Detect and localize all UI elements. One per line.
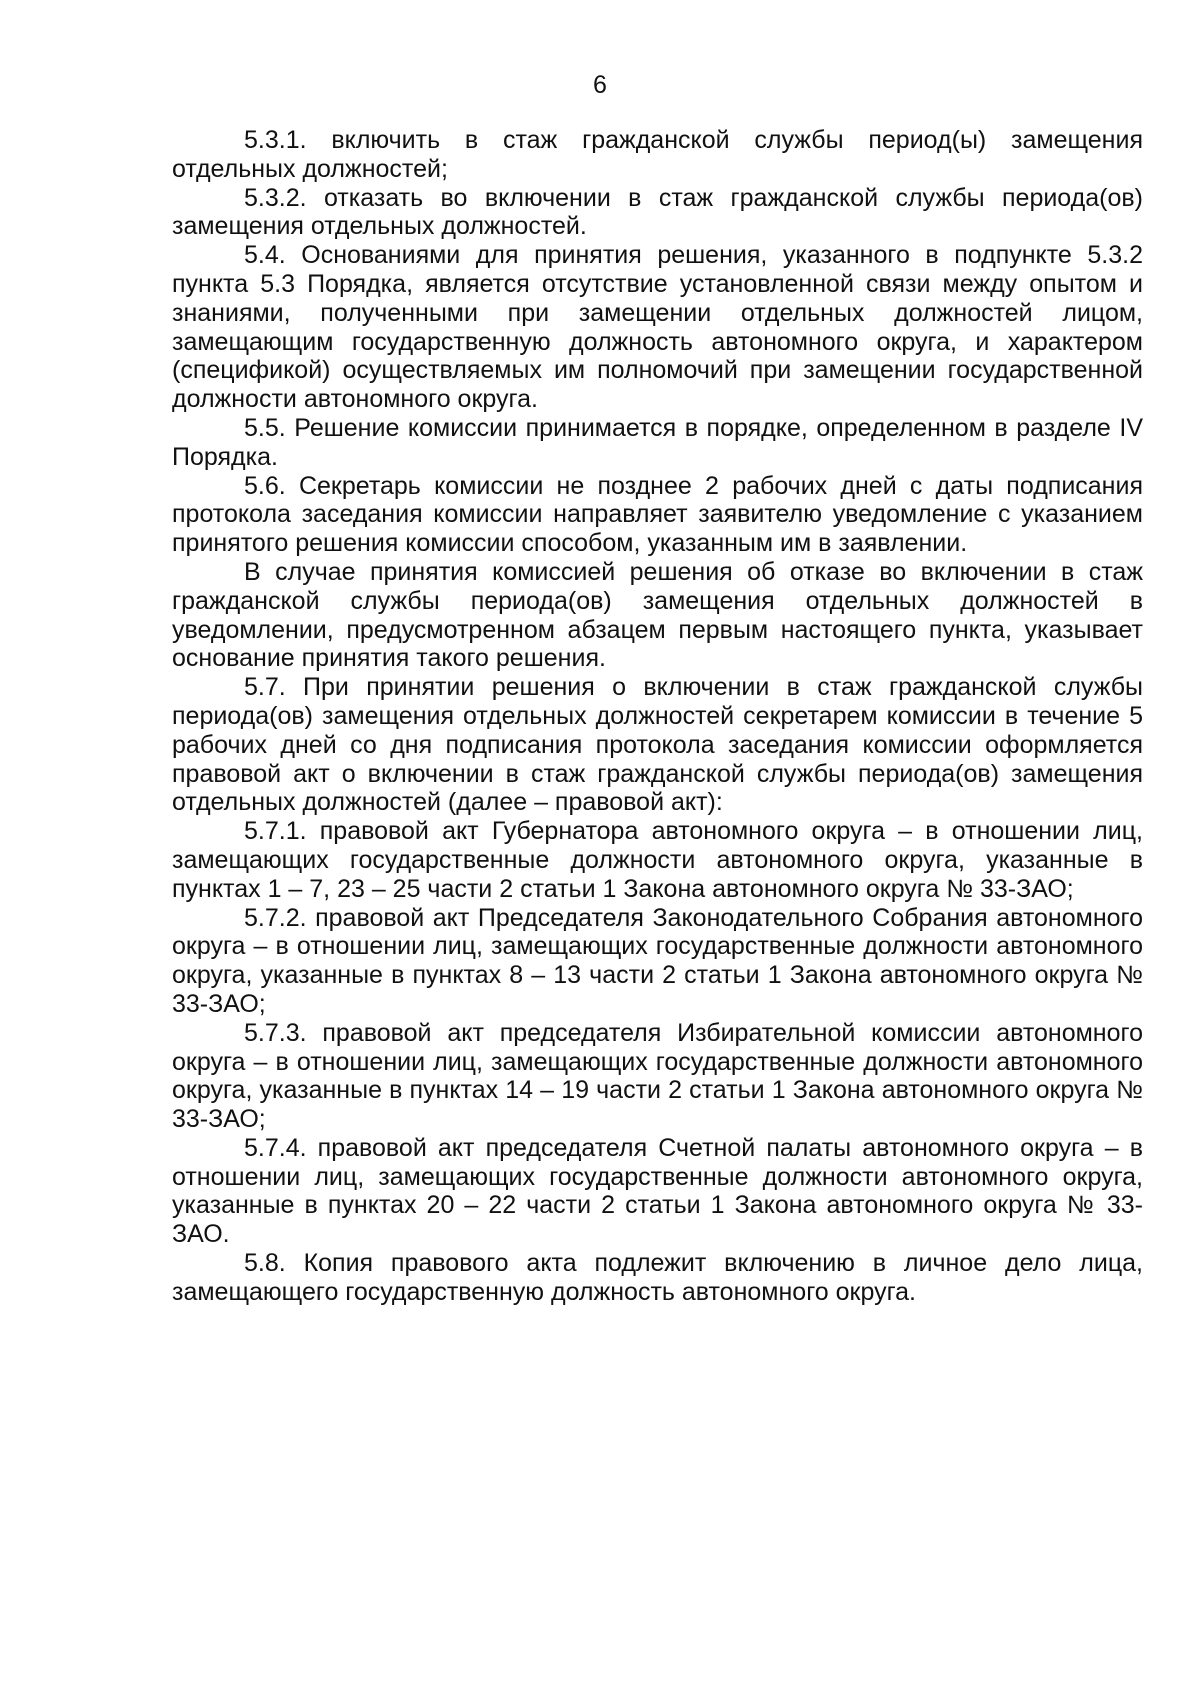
paragraph-5-6: 5.6. Секретарь комиссии не позднее 2 рабочих дней с даты подписания протокола заседания комиссии направляет заявителю уведомление с указанием принятого решения комиссии способом, указанным им в заявлении. xyxy=(172,471,1143,558)
paragraph-5-7-2: 5.7.2. правовой акт Председателя Законодательного Собрания автономного округа – в отношении лиц, замещающих государственные должности автономного округа, указанные в пунктах 8 – 13 части 2 статьи 1 Закона автономного округа № 33-ЗАО; xyxy=(172,903,1143,1018)
paragraph-5-5: 5.5. Решение комиссии принимается в порядке, определенном в разделе IV Порядка. xyxy=(172,413,1143,471)
paragraph-5-7-1: 5.7.1. правовой акт Губернатора автономного округа – в отношении лиц, замещающих государственные должности автономного округа, указанные в пунктах 1 – 7, 23 – 25 части 2 статьи 1 Закона автономного округа № 33-ЗАО; xyxy=(172,817,1143,903)
paragraph-5-7-4: 5.7.4. правовой акт председателя Счетной палаты автономного округа – в отношении лиц, замещающих государственные должности автономного округа, указанные в пунктах 20 – 22 части 2 статьи 1 Закона автономного округа № 33-ЗАО. xyxy=(172,1133,1143,1249)
document-body xyxy=(172,126,1143,1307)
paragraph-5-4: 5.4. Основаниями для принятия решения, указанного в подпункте 5.3.2 пункта 5.3 Порядка, является отсутствие установленной связи между опытом и знаниями, полученными при замещении отдельных должностей лицом, замещающим государственную должность автономного округа, и характером (спецификой) осуществляемых им полномочий при замещении государственной должности автономного округа. xyxy=(172,241,1143,414)
paragraph-5-7-3: 5.7.3. правовой акт председателя Избирательной комиссии автономного округа – в отношении лиц, замещающих государственные должности автономного округа, указанные в пунктах 14 – 19 части 2 статьи 1 Закона автономного округа № 33-ЗАО; xyxy=(172,1018,1143,1134)
paragraph-5-7: 5.7. При принятии решения о включении в стаж гражданской службы периода(ов) замещения отдельных должностей секретарем комиссии в течение 5 рабочих дней со дня подписания протокола заседания комиссии оформляется правовой акт о включении в стаж гражданской службы периода(ов) замещения отдельных должностей (далее – правовой акт): xyxy=(172,673,1143,817)
paragraph-5-8: 5.8. Копия правового акта подлежит включению в личное дело лица, замещающего государственную должность автономного округа. xyxy=(172,1249,1143,1306)
paragraph-5-3-2: 5.3.2. отказать во включении в стаж гражданской службы периода(ов) замещения отдельных должностей. xyxy=(172,183,1143,241)
page-number: 6 xyxy=(593,71,607,99)
paragraph-5-3-1: 5.3.1. включить в стаж гражданской службы период(ы) замещения отдельных должностей; xyxy=(172,126,1143,183)
paragraph-5-6-refusal: В случае принятия комиссией решения об отказе во включении в стаж гражданской службы периода(ов) замещения отдельных должностей в уведомлении, предусмотренном абзацем первым настоящего пункта, указывает основание принятия такого решения. xyxy=(172,557,1143,673)
